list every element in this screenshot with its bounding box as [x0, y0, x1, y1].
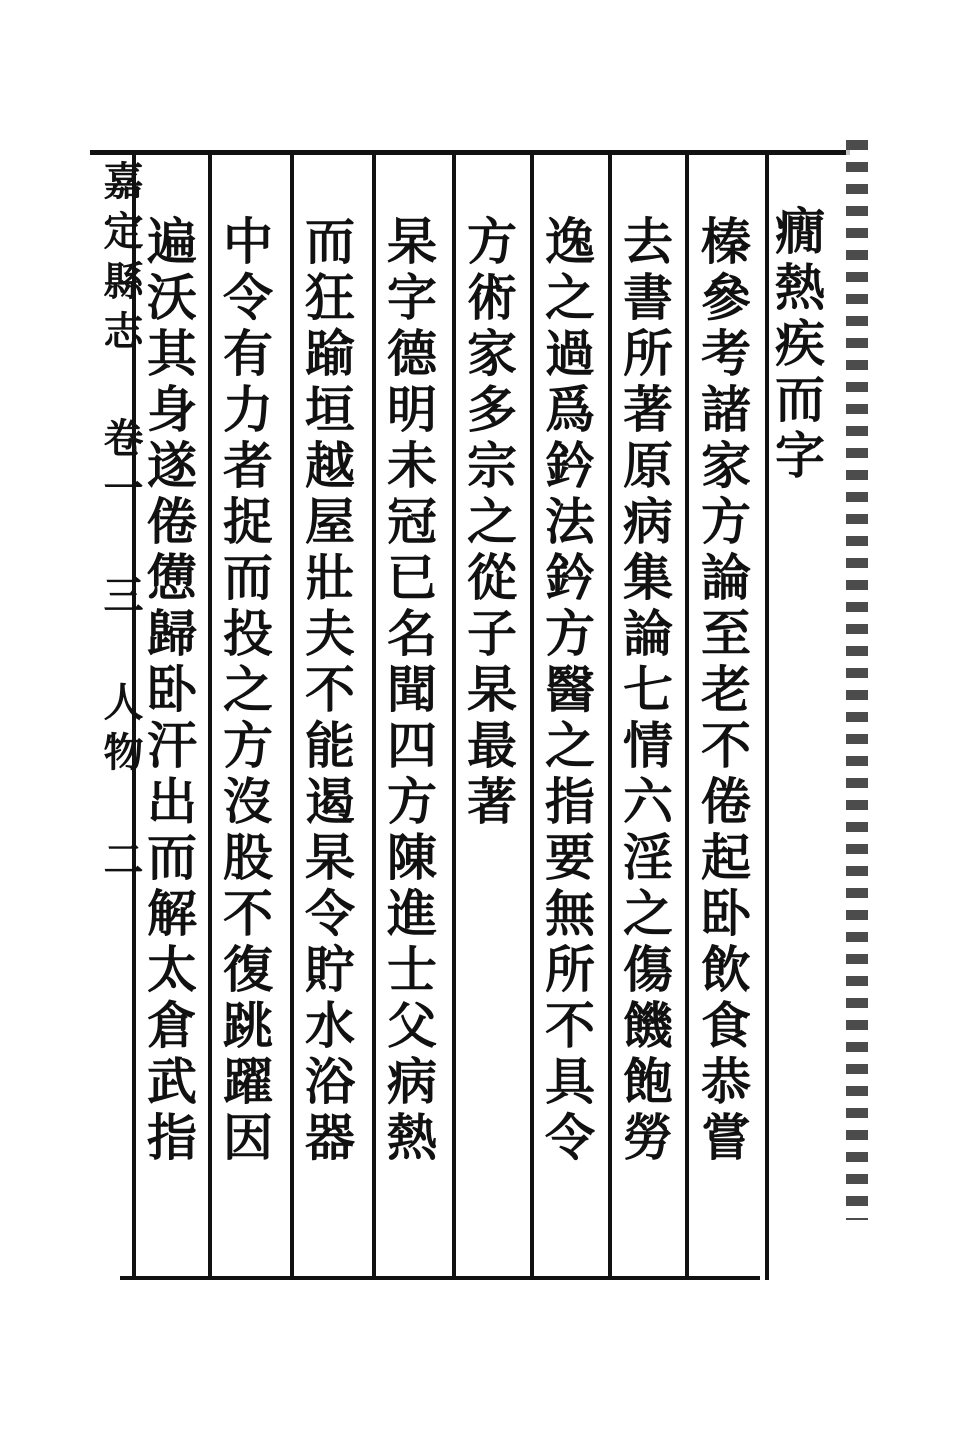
margin-title: 嘉定縣志 卷一 三 人物 二 — [97, 160, 144, 888]
text-column-4: 逸之過爲鈐法鈐方醫之指要無所不具令 — [537, 215, 596, 1167]
column-rule — [290, 155, 294, 1280]
column-rule — [685, 155, 689, 1280]
page-frame-top — [90, 150, 850, 155]
column-rule — [208, 155, 212, 1280]
text-column-7: 而狂踰垣越屋壯夫不能遏杲令貯水浴器 — [297, 215, 356, 1167]
text-column-9: 遍沃其身遂倦憊歸卧汗出而解太倉武指 — [139, 215, 198, 1167]
column-rule — [608, 155, 612, 1280]
text-column-2: 榛參考諸家方論至老不倦起卧飲食恭嘗 — [693, 215, 752, 1167]
text-column-8: 中令有力者捉而投之方沒股不復跳躍因 — [215, 215, 274, 1167]
column-rule — [372, 155, 376, 1280]
column-rule — [452, 155, 456, 1280]
text-column-1: 癇熱疾而字 — [767, 205, 826, 485]
column-rule — [530, 155, 534, 1280]
page-frame-bottom — [120, 1276, 760, 1280]
text-column-6: 杲字德明未冠已名聞四方陳進士父病熱 — [379, 215, 438, 1167]
text-column-3: 去書所著原病集論七情六淫之傷饑飽勞 — [615, 215, 674, 1167]
page-edge-texture — [846, 140, 868, 1220]
text-column-5: 方術家多宗之從子杲最著 — [459, 215, 518, 831]
